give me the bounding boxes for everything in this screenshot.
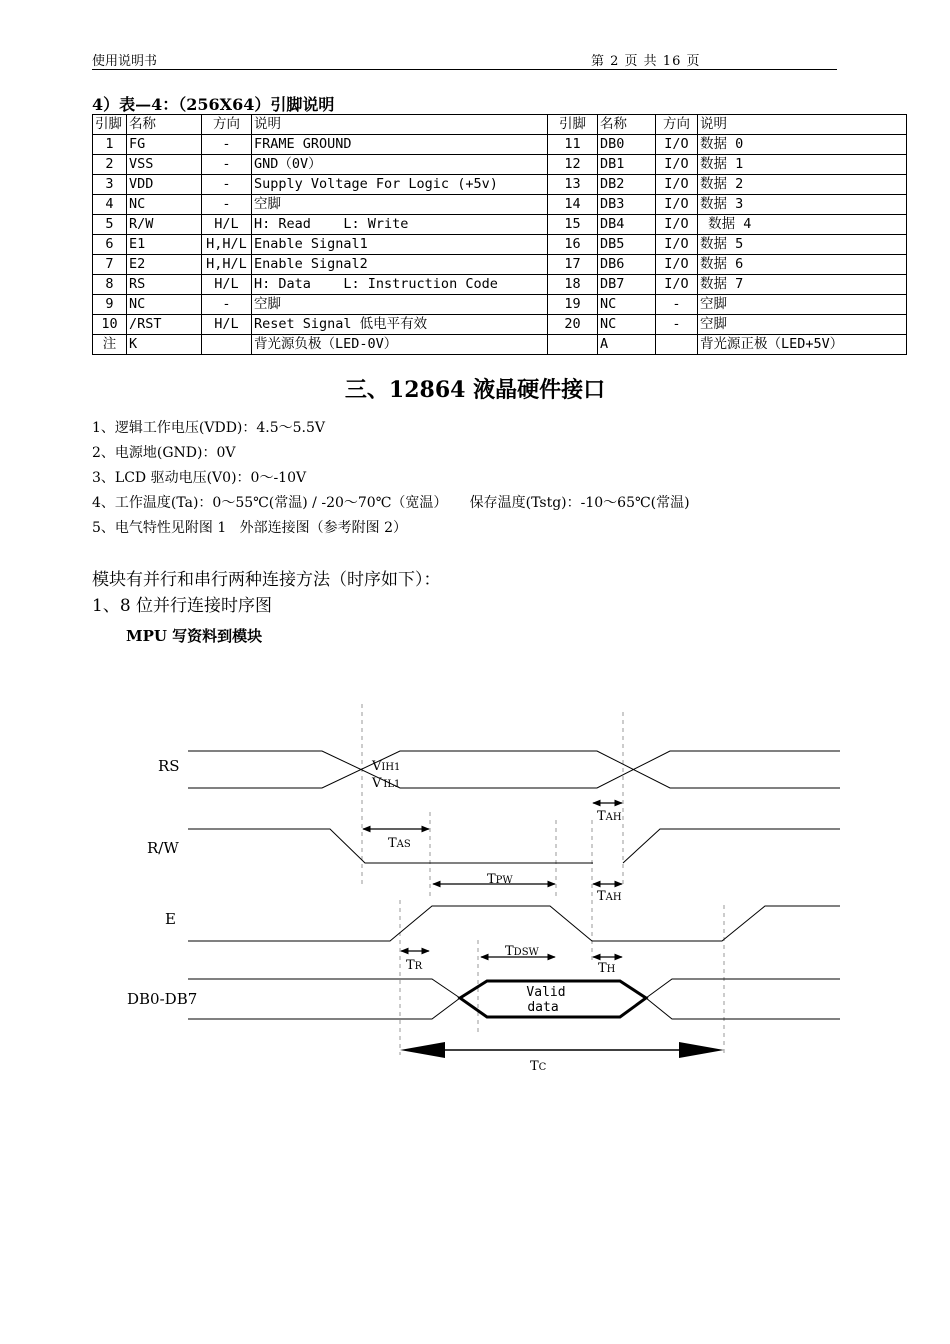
cell-description: Enable Signal2	[252, 255, 548, 275]
table-row	[93, 295, 907, 315]
cell-direction: H,H/L	[202, 255, 252, 275]
cell-pin-2: 13	[548, 175, 598, 195]
tas-label: TAS	[388, 836, 411, 851]
header-direction: 方向	[202, 115, 252, 135]
parallel-title: 1、8 位并行连接时序图	[92, 596, 273, 616]
cell-name: VDD	[127, 175, 202, 195]
cell-direction	[202, 335, 252, 355]
cell-name-2: DB1	[598, 155, 656, 175]
cell-pin-2: 17	[548, 255, 598, 275]
cell-pin-2	[548, 335, 598, 355]
cell-description-2: 数据 2	[698, 175, 907, 195]
header-direction-2: 方向	[656, 115, 698, 135]
signal-db-label: DB0-DB7	[127, 990, 198, 1008]
header-pin-2: 引脚	[548, 115, 598, 135]
cell-description-2: 数据 4	[698, 215, 907, 235]
header-description: 说明	[252, 115, 548, 135]
section-title: 三、12864 液晶硬件接口	[344, 377, 606, 403]
cell-direction: -	[202, 155, 252, 175]
cell-pin: 5	[93, 215, 127, 235]
cell-direction: -	[202, 175, 252, 195]
e-waveform	[188, 906, 840, 941]
table-row	[93, 275, 907, 295]
cell-description-2: 空脚	[698, 295, 907, 315]
table-title: 4）表—4：（256X64）引脚说明	[92, 95, 335, 114]
cell-pin-2: 12	[548, 155, 598, 175]
cell-name: RS	[127, 275, 202, 295]
connection-intro: 模块有并行和串行两种连接方法（时序如下）：	[92, 570, 441, 590]
cell-pin: 8	[93, 275, 127, 295]
cell-direction-2: I/O	[656, 135, 698, 155]
cell-description: 空脚	[252, 195, 548, 215]
cell-name: VSS	[127, 155, 202, 175]
tc-label: TC	[530, 1059, 547, 1074]
table-row	[93, 315, 907, 335]
cell-description-2: 空脚	[698, 315, 907, 335]
vih-label: VIH1	[372, 759, 401, 774]
cell-description-2: 数据 1	[698, 155, 907, 175]
cell-name-2: DB3	[598, 195, 656, 215]
tpw-label: TPW	[487, 872, 513, 887]
diagram-title: MPU 写资料到模块	[126, 627, 263, 645]
cell-description: Supply Voltage For Logic (+5v)	[252, 175, 548, 195]
cell-direction: H,H/L	[202, 235, 252, 255]
cell-direction-2	[656, 335, 698, 355]
cell-direction-2: I/O	[656, 255, 698, 275]
cell-pin: 2	[93, 155, 127, 175]
valid-data-line-2: data	[527, 1000, 559, 1015]
tr-label: TR	[406, 958, 423, 973]
cell-description-2: 数据 5	[698, 235, 907, 255]
cell-direction-2: I/O	[656, 215, 698, 235]
cell-direction: -	[202, 135, 252, 155]
cell-name-2: DB5	[598, 235, 656, 255]
cell-name: R/W	[127, 215, 202, 235]
cell-description: H: Data L: Instruction Code	[252, 275, 548, 295]
cell-direction: H/L	[202, 315, 252, 335]
rs-waveform	[188, 751, 840, 788]
header-name-2: 名称	[598, 115, 656, 135]
cell-pin: 10	[93, 315, 127, 335]
spec-temperature: 4、工作温度(Ta)：0～55℃(常温) / -20～70℃（宽温） 保存温度(Tstg)：-10～65℃(常温)	[92, 495, 690, 511]
cell-description-2: 数据 3	[698, 195, 907, 215]
cell-description-2: 数据 6	[698, 255, 907, 275]
timing-diagram	[0, 690, 950, 1090]
tdsw-label: TDSW	[505, 944, 539, 959]
tc-arrow	[400, 1042, 724, 1058]
cell-pin-2: 11	[548, 135, 598, 155]
cell-name: E2	[127, 255, 202, 275]
cell-name: NC	[127, 195, 202, 215]
header-pin: 引脚	[93, 115, 127, 135]
table-row	[93, 215, 907, 235]
spec-lcd-voltage: 3、LCD 驱动电压(V0)：0～-10V	[92, 470, 307, 486]
cell-pin: 7	[93, 255, 127, 275]
cell-name-2: DB7	[598, 275, 656, 295]
cell-pin: 6	[93, 235, 127, 255]
table-row	[93, 235, 907, 255]
rw-waveform	[188, 829, 840, 863]
header-rule	[92, 69, 837, 70]
signal-e-label: E	[165, 910, 176, 928]
cell-description-2: 背光源正极（LED+5V）	[698, 335, 907, 355]
cell-direction-2: I/O	[656, 175, 698, 195]
cell-pin: 1	[93, 135, 127, 155]
cell-name: K	[127, 335, 202, 355]
spec-electrical: 5、电气特性见附图 1 外部连接图（参考附图 2）	[92, 520, 407, 536]
cell-direction: H/L	[202, 275, 252, 295]
cell-pin-2: 18	[548, 275, 598, 295]
cell-description: Reset Signal 低电平有效	[252, 315, 548, 335]
cell-pin-2: 16	[548, 235, 598, 255]
cell-direction-2: -	[656, 295, 698, 315]
cell-pin: 9	[93, 295, 127, 315]
valid-data-line-1: Valid	[526, 985, 566, 1000]
spec-vdd: 1、逻辑工作电压(VDD)：4.5～5.5V	[92, 420, 326, 436]
cell-name: FG	[127, 135, 202, 155]
cell-description: Enable Signal1	[252, 235, 548, 255]
cell-name-2: NC	[598, 295, 656, 315]
table-row	[93, 255, 907, 275]
cell-name-2: A	[598, 335, 656, 355]
cell-pin: 3	[93, 175, 127, 195]
cell-name-2: DB0	[598, 135, 656, 155]
header-description-2: 说明	[698, 115, 907, 135]
signal-rs-label: RS	[158, 757, 180, 775]
table-row	[93, 175, 907, 195]
cell-pin-2: 14	[548, 195, 598, 215]
table-row	[93, 155, 907, 175]
table-row	[93, 135, 907, 155]
cell-description: FRAME GROUND	[252, 135, 548, 155]
th-label: TH	[598, 961, 616, 976]
tah-label-2: TAH	[597, 889, 622, 904]
cell-direction-2: -	[656, 315, 698, 335]
db-waveform	[188, 979, 840, 1019]
cell-direction-2: I/O	[656, 195, 698, 215]
cell-direction: -	[202, 195, 252, 215]
signal-rw-label: R/W	[147, 839, 179, 857]
header-name: 名称	[127, 115, 202, 135]
table-row	[93, 195, 907, 215]
cell-direction-2: I/O	[656, 275, 698, 295]
cell-name-2: DB2	[598, 175, 656, 195]
cell-name: /RST	[127, 315, 202, 335]
cell-description: 背光源负极（LED-0V）	[252, 335, 548, 355]
spec-gnd: 2、电源地(GND)：0V	[92, 445, 236, 461]
cell-name-2: DB4	[598, 215, 656, 235]
header-page-number: 第 2 页 共 16 页	[591, 54, 701, 69]
cell-direction-2: I/O	[656, 235, 698, 255]
cell-pin-2: 15	[548, 215, 598, 235]
cell-description-2: 数据 0	[698, 135, 907, 155]
cell-name-2: NC	[598, 315, 656, 335]
cell-pin-2: 20	[548, 315, 598, 335]
vil-label: V IL1	[372, 776, 401, 791]
table-row	[93, 335, 907, 355]
tah-label-1: TAH	[597, 809, 622, 824]
cell-direction: -	[202, 295, 252, 315]
cell-description: GND（0V）	[252, 155, 548, 175]
pin-table	[92, 114, 907, 355]
cell-description: H: Read L: Write	[252, 215, 548, 235]
cell-description-2: 数据 7	[698, 275, 907, 295]
cell-direction-2: I/O	[656, 155, 698, 175]
cell-pin: 注	[93, 335, 127, 355]
cell-pin-2: 19	[548, 295, 598, 315]
header-left: 使用说明书	[92, 54, 158, 69]
cell-name: E1	[127, 235, 202, 255]
cell-name: NC	[127, 295, 202, 315]
cell-name-2: DB6	[598, 255, 656, 275]
cell-pin: 4	[93, 195, 127, 215]
cell-description: 空脚	[252, 295, 548, 315]
cell-direction: H/L	[202, 215, 252, 235]
table-header-row	[93, 115, 907, 135]
